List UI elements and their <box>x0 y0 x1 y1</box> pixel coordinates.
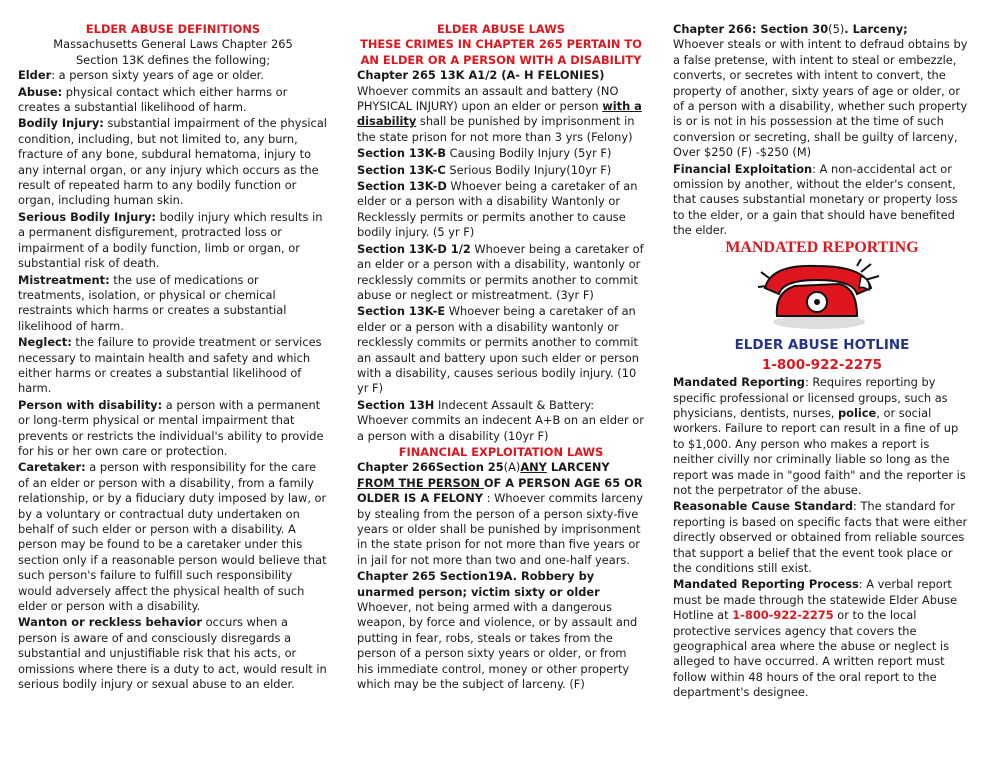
law-13k-e: Section 13K-E Whoever being a caretaker of an elder or a person with a disability wantonly or recklessly commits or permits another to commit an assault and battery upon such elder or person with a disability, causes serious bodily injury. (10 yr F) <box>357 304 639 396</box>
reporting-column <box>673 22 971 702</box>
law-265-19a: Chapter 265 Section19A. Robbery by unarmed person; victim sixty or older Whoever, not being armed with a dangerous weapon, by force and violence, or by assault and putting in fear, robs, steals or takes from the person of a person sixty years or older, or from his immediate control, money or other property which may be the subject of larceny. (F) <box>357 569 638 692</box>
definition-abuse: Abuse: physical contact which either harms or creates a substantial likelihood of harm. <box>18 84 288 115</box>
definition-elder: Elder: a person sixty years of age or older. <box>18 68 264 83</box>
definition-wanton-reckless: Wanton or reckless behavior occurs when a person is aware of and consciously disregards a substantial and unjustifiable risk that his acts, or omissions where there is a duty to act, would result in serious bodily injury or sexual abuse to an elder. <box>18 615 327 692</box>
definition-caretaker: Caretaker: a person with responsibility for the care of an elder or person with a disability, from a family relationship, or by a fiduciary duty imposed by law, or by a voluntary or contractual duty undertaken on behalf of such elder or person with a disability. A person may be found to be a caretaker under this section only if a reasonable person would believe that such person's failure to fulfill such responsibility would adversely affect the physical health of such elder or person with a disability. <box>18 460 327 614</box>
definition-bodily-injury: Bodily Injury: substantial impairment of the physical condition, including, but not limited to, any burn, fracture of any bone, subdural hematoma, injury to any internal organ, or any injury which occurs as the result of repeated harm to any bodily function or organ, including human skin. <box>18 116 327 208</box>
definitions-column <box>18 22 328 693</box>
definition-mistreatment: Mistreatment: the use of medications or treatments, isolation, or physical or chemical restraints which harms or creates a substantial likelihood of harm. <box>18 272 287 333</box>
reasonable-cause-def: Reasonable Cause Standard: The standard for reporting is based on specific facts that were either directly observed or obtained from reliable sources that support a belief that the event took place or the conditions still exist. <box>673 499 968 575</box>
hotline-number[interactable]: 1-800-922-2275 <box>761 357 883 374</box>
mandated-reporting-def: Mandated Reporting: Requires reporting by specific professional or licensed groups, such as physicians, dentists, nurses, police, or social workers. Failure to report can result in a fine of up to $1,000. Any person who makes a report is neither civilly nor criminally liable so long as the report was made in "good faith" and the reporter is not the perpetrator of the abuse. <box>673 375 966 497</box>
laws-title: ELDER ABUSE LAWS <box>436 22 566 36</box>
reporting-process-def: Mandated Reporting Process: A verbal report must be made through the statewide Elder Abuse Hotline at 1-800-922-2275 or to the local protective services agency that covers the geographical area where the abuse or neglect is alleged to have occurred. A written report must follow within 48 hours of the oral report to the department's designee. <box>673 577 958 700</box>
hotline-label: ELDER ABUSE HOTLINE <box>734 337 910 354</box>
law-13k-a: Chapter 265 13K A1/2 (A- H FELONIES) Whoever commits an assault and battery (NO PHYSICAL INJURY) upon an elder or person with a disability shall be punished by imprisonment in the state prison for not more than 3 yrs (Felony) <box>357 68 642 144</box>
financial-exploitation-def: Financial Exploitation: A non-accidental act or omission by another, without the elder's consent, that causes substantial monetary or property loss to the elder, or a gain that should have benefited the elder. <box>673 161 958 238</box>
mandated-reporting-title: MANDATED REPORTING <box>725 238 919 256</box>
law-13h: Section 13H Indecent Assault & Battery: Whoever commits an indecent A+B on an elder or a person with a disability (10yr F) <box>357 397 644 443</box>
definition-person-with-disability: Person with disability: a person with a permanent or long-term physical or mental impairment that prevents or restricts the individual's ability to provide for his or her own care or protection. <box>18 397 324 458</box>
financial-laws-title: FINANCIAL EXPLOITATION LAWS <box>398 444 604 459</box>
definition-serious-bodily-injury: Serious Bodily Injury: bodily injury which results in a permanent disfigurement, protracted loss or impairment of a bodily function, limb or organ, or substantial risk of death. <box>18 209 323 271</box>
laws-column <box>357 22 645 693</box>
law-13k-b: Section 13K-B Causing Bodily Injury (5yr F) <box>357 146 612 161</box>
law-266-25: Chapter 266Section 25(A)ANY LARCENY FROM THE PERSON OF A PERSON AGE 65 OR OLDER IS A FELONY : Whoever commits larceny by stealing from the person of a person sixty-five years or older shall be punished by imprisonment in the state prison for not more than five years or in jail for not more than two and one-half years. <box>357 460 643 567</box>
law-13k-d-half: Section 13K-D 1/2 Whoever being a caretaker of an elder or a person with a disability, wantonly or recklessly commits or permits another to commit abuse or neglect or mistreatment. (3yr F) <box>357 241 644 302</box>
laws-subtitle: THESE CRIMES IN CHAPTER 265 PERTAIN TO AN ELDER OR A PERSON WITH A DISABILITY <box>360 37 642 67</box>
law-266-30: Chapter 266: Section 30(5). Larceny; Whoever steals or with intent to defraud obtains by a false pretense, with intent to steal or embezzle, converts, or secretes with intent to convert, the property of another, sixty years of age or older, or of a person with a disability, whether such property is or is not in his possession at the time of such conversion or secreting, shall be guilty of larceny, Over $250 (F) -$250 (M) <box>673 22 968 160</box>
definition-neglect: Neglect: the failure to provide treatment or services necessary to maintain health and safety and which either harms or creates a substantial likelihood of harm. <box>18 335 322 396</box>
law-13k-d: Section 13K-D Whoever being a caretaker of an elder or a person with a disability Wantonly or Recklessly permits or permits another to cause bodily injury. (5 yr F) <box>357 179 638 240</box>
definitions-title: ELDER ABUSE DEFINITIONS <box>85 22 261 36</box>
law-13k-c: Section 13K-C Serious Bodily Injury(10yr F) <box>357 162 612 177</box>
definitions-subtitle: Massachusetts General Laws Chapter 265 Section 13K defines the following; <box>53 37 293 67</box>
ringing-telephone-icon <box>673 257 971 335</box>
